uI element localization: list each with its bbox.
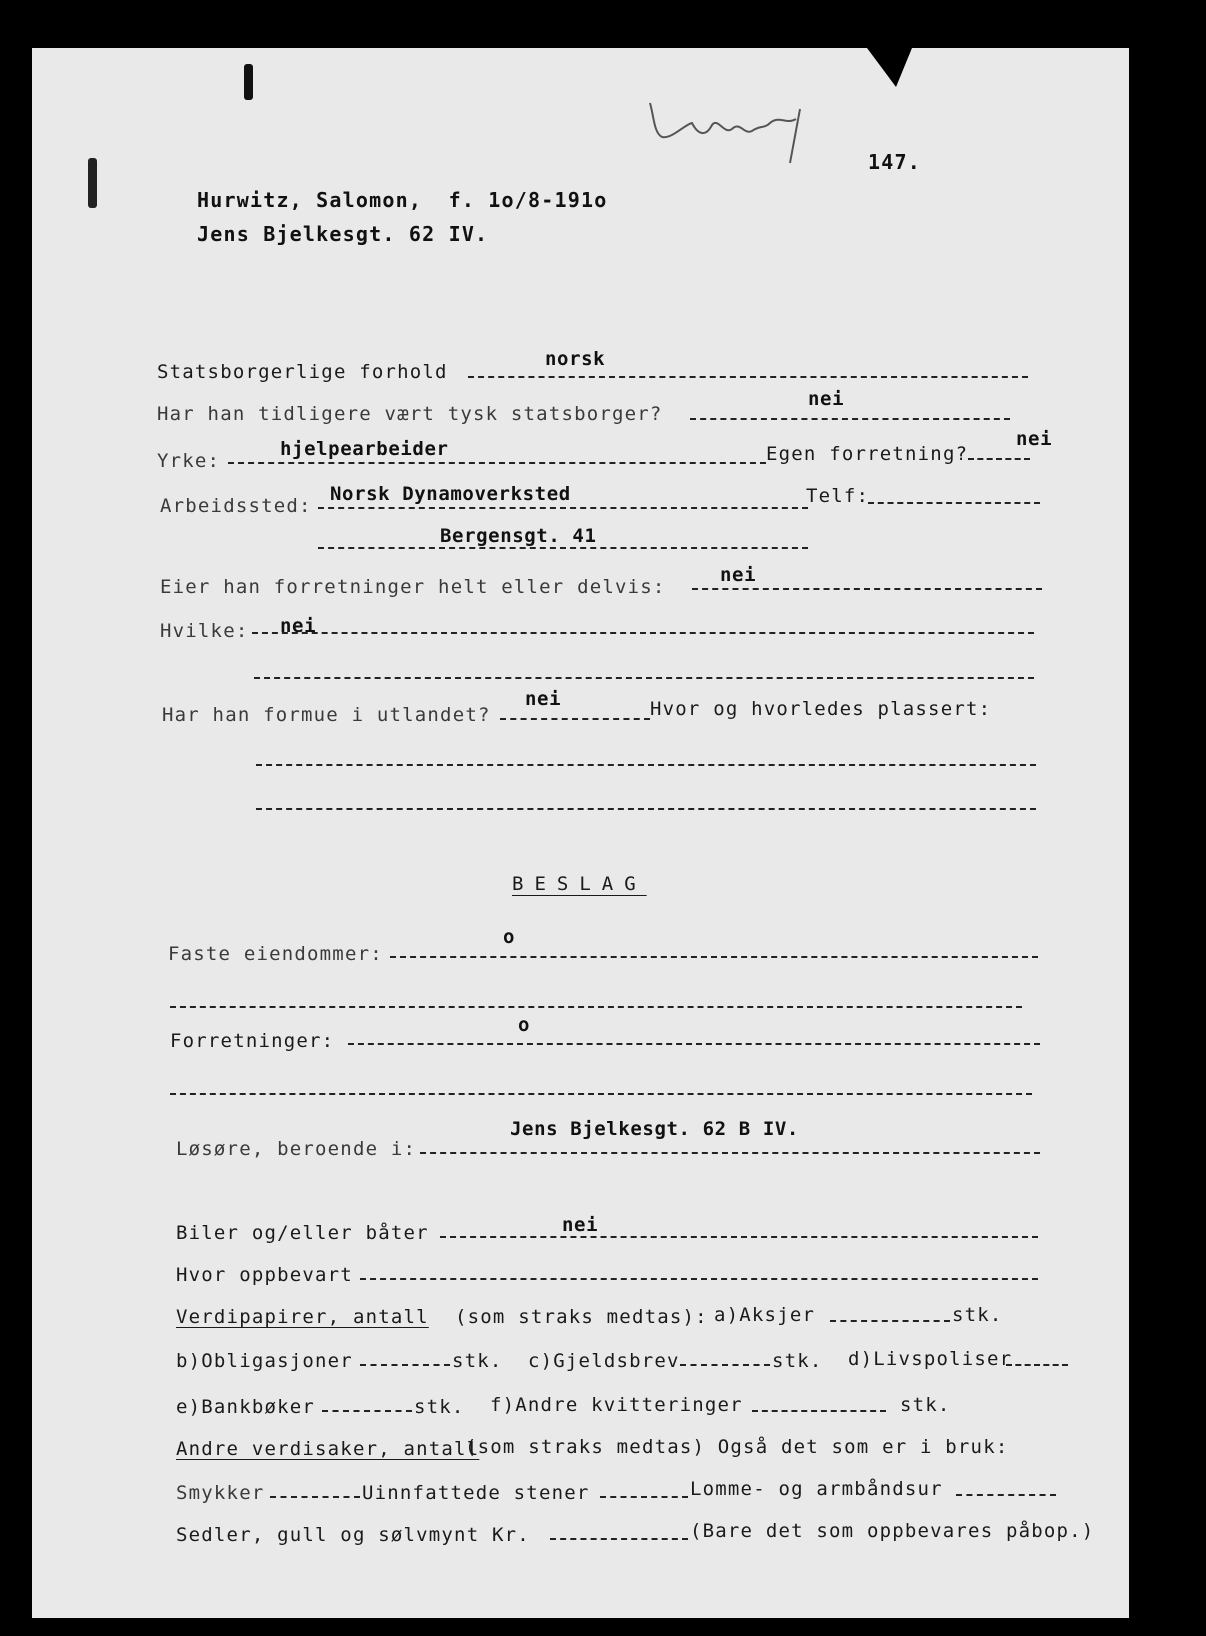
label-kvitteringer-stk: stk. xyxy=(900,1394,951,1416)
dash-losore xyxy=(420,1152,1040,1154)
dash-faste-2 xyxy=(170,1006,1022,1008)
value-egen: nei xyxy=(1016,428,1053,450)
label-hvor-oppbevart: Hvor oppbevart xyxy=(176,1264,353,1286)
label-gjeldsbrev: c)Gjeldsbrev xyxy=(528,1350,680,1372)
document-page xyxy=(32,48,1129,1618)
value-hvilke: nei xyxy=(280,615,317,637)
label-tysk: Har han tidligere vært tysk statsborger? xyxy=(157,403,663,425)
label-andre-verdisaker: Andre verdisaker, antall xyxy=(176,1438,480,1460)
value-losore: Jens Bjelkesgt. 62 B IV. xyxy=(510,1118,799,1140)
label-arbeidssted: Arbeidssted: xyxy=(160,495,312,517)
dash-eier xyxy=(692,588,1042,590)
dash-biler xyxy=(440,1236,1038,1238)
label-obligasjoner-stk: stk. xyxy=(452,1350,503,1372)
dash-livspoliser xyxy=(1006,1364,1068,1366)
value-faste: o xyxy=(503,926,516,948)
dash-statsborgerlige xyxy=(468,376,1028,378)
value-yrke: hjelpearbeider xyxy=(280,438,449,460)
label-formue: Har han formue i utlandet? xyxy=(162,704,491,726)
label-bankboker: e)Bankbøker xyxy=(176,1396,316,1418)
dash-telf xyxy=(868,502,1040,504)
label-egen: Egen forretning? xyxy=(766,443,969,465)
note-verdipapirer: (som straks medtas): xyxy=(455,1306,708,1328)
label-bankboker-stk: stk. xyxy=(414,1396,465,1418)
dash-hvilke-2 xyxy=(254,677,1034,679)
note-andre-verdisaker: (som straks medtas) Også det som er i bruk: xyxy=(465,1436,1009,1458)
dash-bankboker xyxy=(322,1410,412,1412)
label-smykker: Smykker xyxy=(176,1482,265,1504)
label-livspoliser: d)Livspoliser xyxy=(848,1348,1013,1370)
handwritten-initials xyxy=(640,95,830,175)
value-forretninger: o xyxy=(518,1014,531,1036)
label-aksjer-stk: stk. xyxy=(952,1304,1003,1326)
dash-uinnfattede xyxy=(600,1496,688,1498)
dash-egen xyxy=(968,458,1030,460)
label-bare-det: (Bare det som oppbevares påbop.) xyxy=(690,1520,1095,1542)
dash-yrke xyxy=(228,462,766,464)
dash-aksjer xyxy=(830,1320,950,1322)
value-tysk: nei xyxy=(808,388,845,410)
dash-arbeidssted-2 xyxy=(318,547,808,549)
dash-formue-3 xyxy=(256,808,1036,810)
dash-arbeidssted xyxy=(318,507,808,509)
label-statsborgerlige: Statsborgerlige forhold xyxy=(157,361,448,383)
label-faste: Faste eiendommer: xyxy=(168,943,383,965)
label-eier: Eier han forretninger helt eller delvis: xyxy=(160,576,666,598)
dash-faste xyxy=(390,956,1038,958)
dash-forretninger-2 xyxy=(170,1093,1032,1095)
label-yrke: Yrke: xyxy=(157,450,221,472)
dash-formue xyxy=(500,718,650,720)
dash-smykker xyxy=(270,1496,360,1498)
value-eier: nei xyxy=(720,564,757,586)
label-biler: Biler og/eller båter xyxy=(176,1222,429,1244)
binder-mark-top xyxy=(244,64,253,100)
value-statsborgerlige: norsk xyxy=(545,348,606,370)
label-lomme: Lomme- og armbåndsur xyxy=(690,1478,943,1500)
label-telf: Telf: xyxy=(806,485,870,507)
dash-hvor xyxy=(360,1278,1038,1280)
value-arbeidssted: Norsk Dynamoverksted xyxy=(330,483,571,505)
dash-gjeldsbrev xyxy=(680,1364,770,1366)
heading-beslag: BESLAG xyxy=(512,873,647,895)
dash-sedler xyxy=(550,1538,688,1540)
value-arbeidssted-2: Bergensgt. 41 xyxy=(440,525,597,547)
dash-forretninger xyxy=(348,1043,1040,1045)
dash-formue-2 xyxy=(256,764,1036,766)
person-name-line: Hurwitz, Salomon, f. 1o/8-191o xyxy=(197,188,608,212)
label-losore: Løsøre, beroende i: xyxy=(176,1138,417,1160)
label-uinnfattede: Uinnfattede stener xyxy=(362,1482,590,1504)
binder-mark-side xyxy=(88,158,97,208)
label-obligasjoner: b)Obligasjoner xyxy=(176,1350,353,1372)
dash-obligasjoner xyxy=(360,1364,450,1366)
label-verdipapirer: Verdipapirer, antall xyxy=(176,1306,429,1328)
value-biler: nei xyxy=(562,1214,599,1236)
dash-tysk xyxy=(690,418,1010,420)
person-address-line: Jens Bjelkesgt. 62 IV. xyxy=(197,222,489,246)
dash-hvilke xyxy=(252,632,1034,634)
label-hvor-plassert: Hvor og hvorledes plassert: xyxy=(650,698,992,720)
label-forretninger: Forretninger: xyxy=(170,1030,335,1052)
page-number: 147. xyxy=(868,150,921,174)
value-formue: nei xyxy=(525,688,562,710)
label-sedler: Sedler, gull og sølvmynt Kr. xyxy=(176,1524,530,1546)
label-andre-kvitteringer: f)Andre kvitteringer xyxy=(490,1394,743,1416)
label-hvilke: Hvilke: xyxy=(160,620,249,642)
label-aksjer: a)Aksjer xyxy=(714,1304,816,1326)
dash-lomme xyxy=(956,1494,1056,1496)
dash-andre-kvitteringer xyxy=(752,1410,886,1412)
label-gjeldsbrev-stk: stk. xyxy=(772,1350,823,1372)
